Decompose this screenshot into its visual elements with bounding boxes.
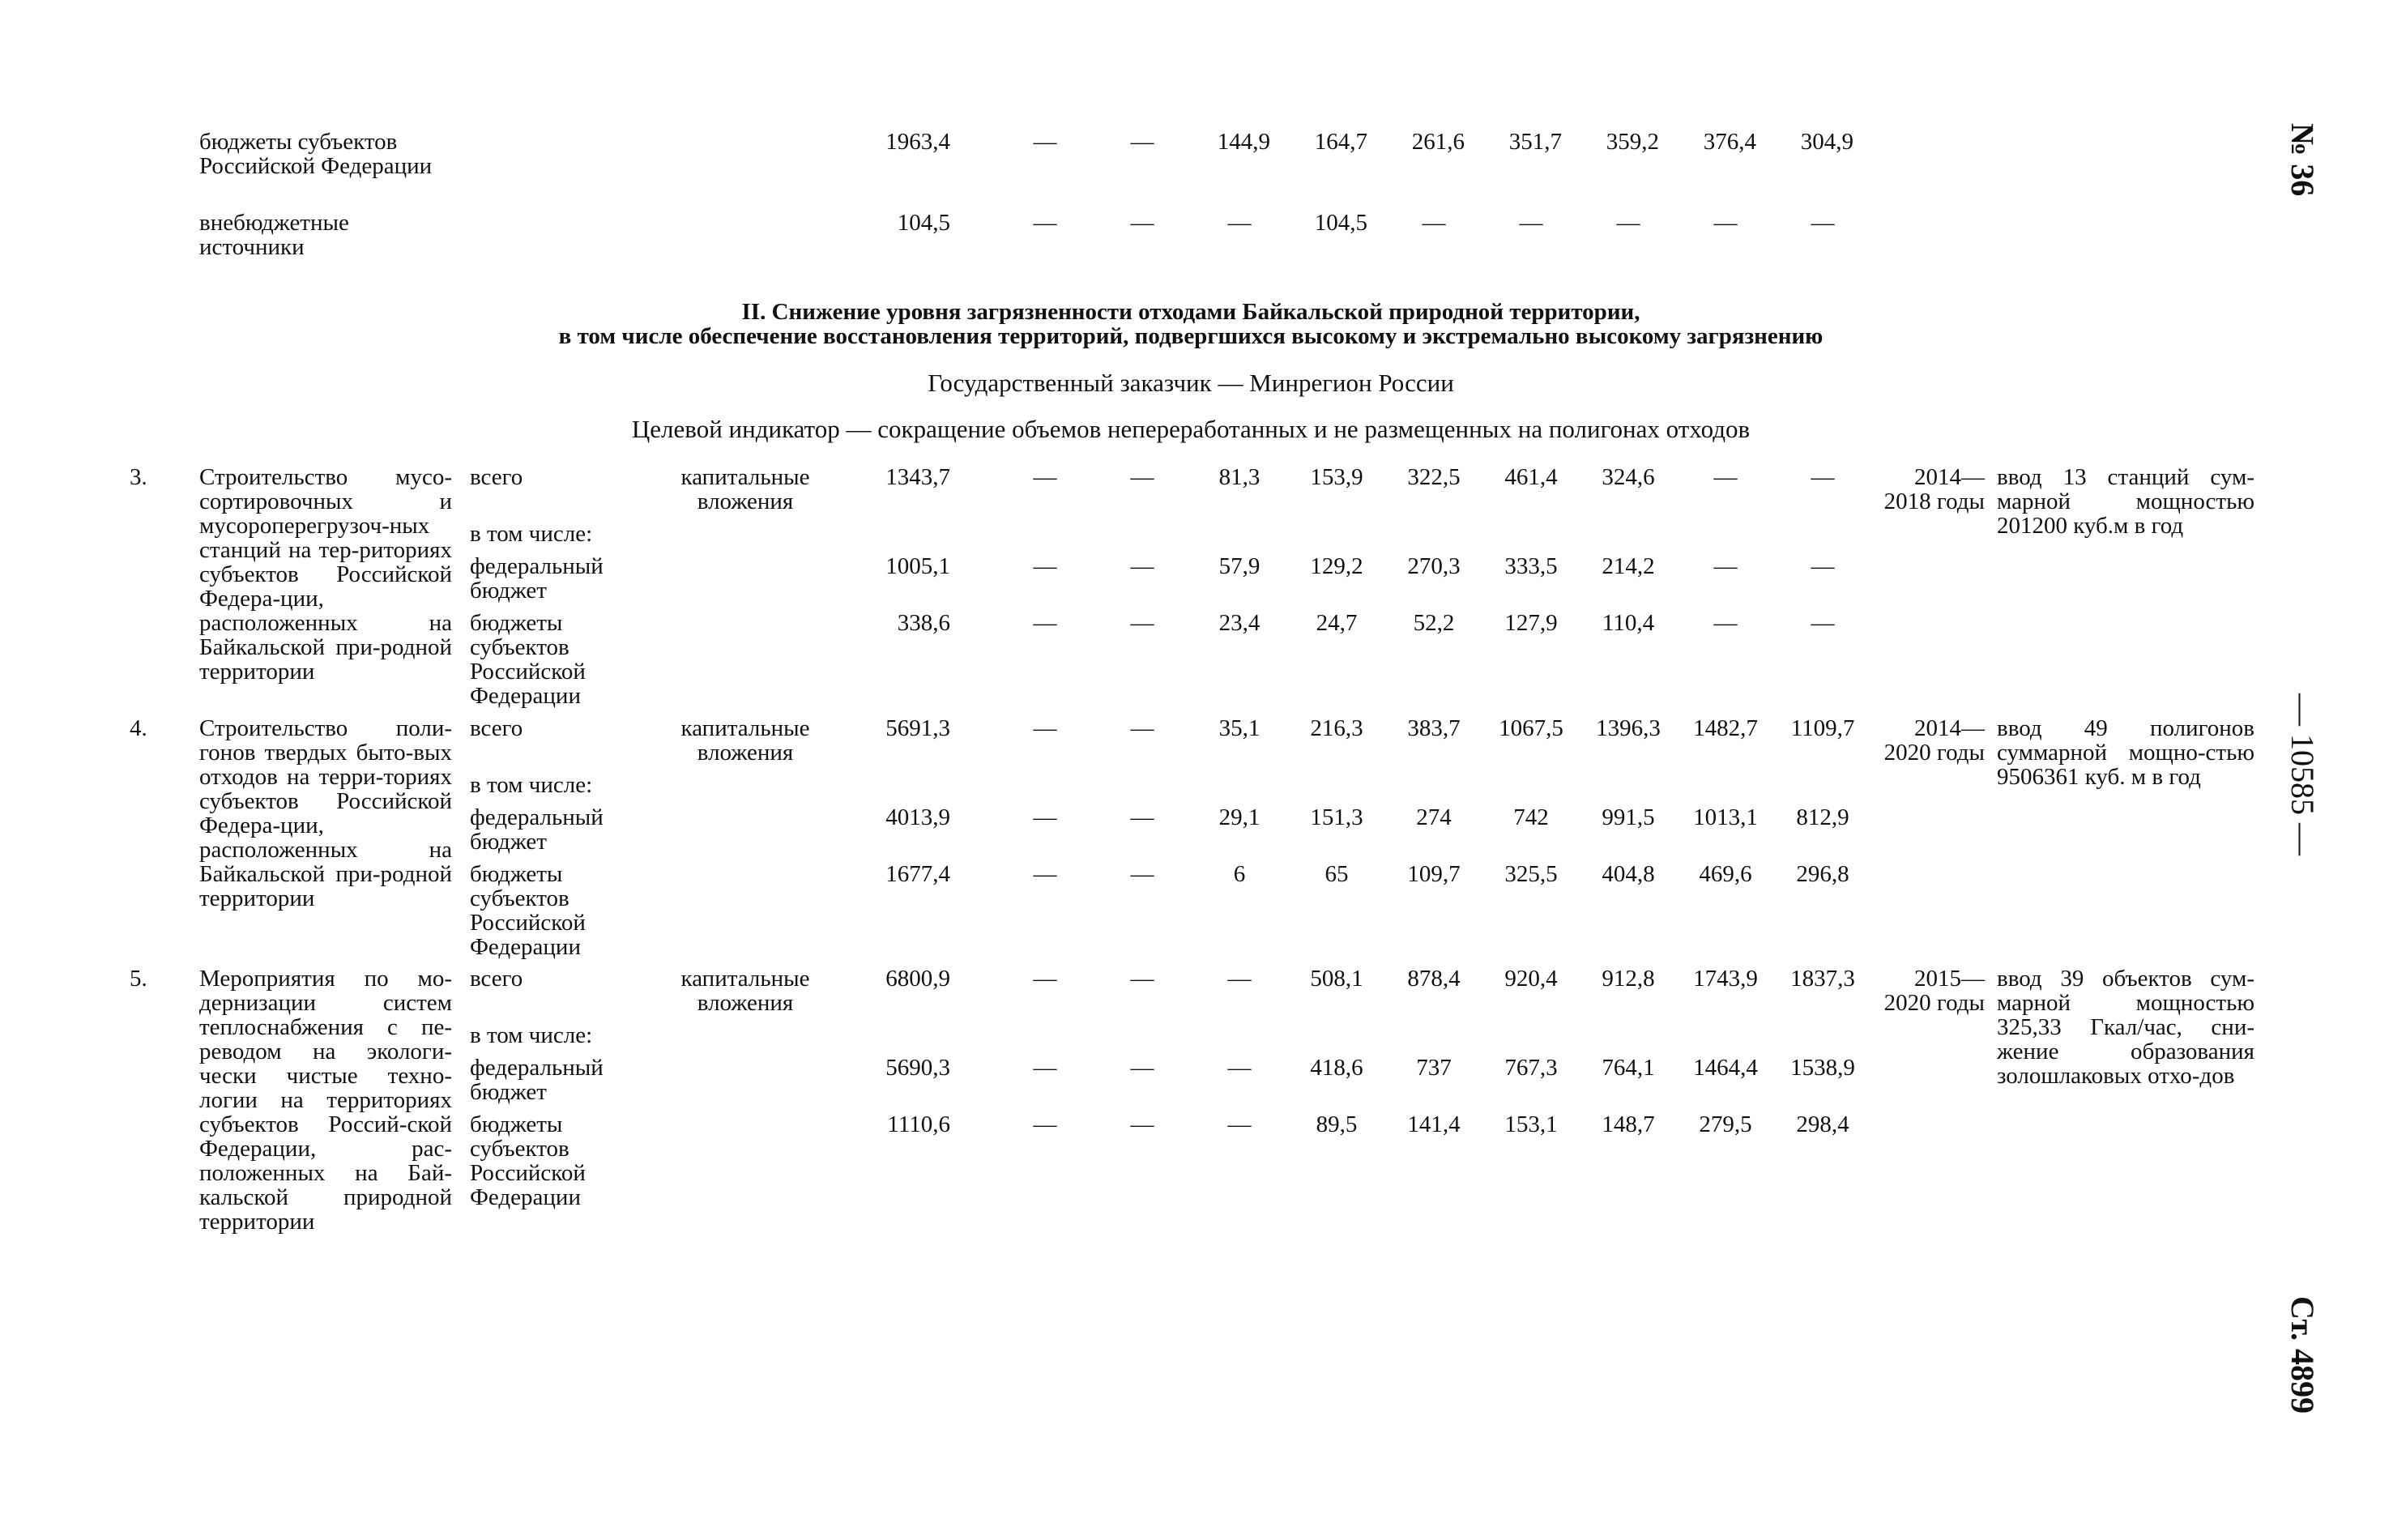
value-2015: 153,1 bbox=[1504, 1111, 1558, 1137]
value-2016: 1396,3 bbox=[1596, 715, 1661, 741]
source-label: бюджеты субъектов Российской Федерации bbox=[470, 1111, 586, 1210]
value-2013: 89,5 bbox=[1316, 1111, 1358, 1137]
value-2010: — bbox=[1033, 715, 1057, 741]
value-2010: — bbox=[1033, 804, 1057, 830]
value-2010: — bbox=[1033, 1055, 1057, 1081]
value-2017: 469,6 bbox=[1699, 861, 1752, 887]
value-2016: — bbox=[1616, 210, 1640, 236]
value-total: 1677,4 bbox=[885, 861, 950, 887]
value-2010: — bbox=[1033, 966, 1057, 992]
value-2012: 57,9 bbox=[1218, 553, 1260, 579]
value-2012: 6 bbox=[1233, 861, 1246, 887]
value-total: 338,6 bbox=[897, 610, 950, 636]
value-2010: — bbox=[1033, 464, 1057, 490]
value-2017: — bbox=[1713, 210, 1738, 236]
value-2012: 23,4 bbox=[1218, 610, 1260, 636]
state-customer: Государственный заказчик — Минрегион России bbox=[928, 369, 1454, 397]
value-2011: — bbox=[1130, 464, 1154, 490]
value-total: 1110,6 bbox=[887, 1111, 950, 1137]
value-2013: 24,7 bbox=[1316, 610, 1358, 636]
value-2013: 418,6 bbox=[1310, 1055, 1363, 1081]
source-label: внебюджетные источники bbox=[199, 210, 349, 260]
value-2011: — bbox=[1130, 1111, 1154, 1137]
value-2011: — bbox=[1130, 129, 1154, 155]
source-label: федеральный бюджет bbox=[470, 553, 604, 604]
item-name: Строительство поли-гонов твердых быто-вых отходов на терри-ториях субъектов Российской Федера-ции, расположенных на Байкальской при-родной территории bbox=[199, 715, 452, 911]
value-2011: — bbox=[1130, 804, 1154, 830]
value-2016: 764,1 bbox=[1602, 1055, 1655, 1081]
source-label: всего bbox=[470, 966, 523, 992]
expense-type: капитальные вложения bbox=[680, 715, 810, 766]
value-2013: 151,3 bbox=[1310, 804, 1363, 830]
value-2012: 29,1 bbox=[1218, 804, 1260, 830]
section-title bbox=[243, 300, 2139, 348]
value-2017: — bbox=[1713, 553, 1738, 579]
value-2011: — bbox=[1130, 861, 1154, 887]
value-2016: 991,5 bbox=[1602, 804, 1655, 830]
item-number: 3. bbox=[130, 464, 147, 490]
value-2015: — bbox=[1519, 210, 1543, 236]
value-2014: 109,7 bbox=[1407, 861, 1461, 887]
value-2011: — bbox=[1130, 553, 1154, 579]
implementation-period: 2014— 2018 годы bbox=[1883, 464, 1985, 514]
value-2010: — bbox=[1033, 553, 1057, 579]
value-2013: 129,2 bbox=[1310, 553, 1363, 579]
value-2016: 148,7 bbox=[1602, 1111, 1655, 1137]
value-2018: 812,9 bbox=[1796, 804, 1849, 830]
value-2010: — bbox=[1033, 610, 1057, 636]
value-2014: 141,4 bbox=[1407, 1111, 1461, 1137]
value-total: 1005,1 bbox=[885, 553, 950, 579]
item-number: 5. bbox=[130, 966, 147, 992]
value-2013: 65 bbox=[1324, 861, 1349, 887]
section-title-line1: II. Снижение уровня загрязненности отходами Байкальской природной территории, bbox=[741, 299, 1640, 325]
value-2011: — bbox=[1130, 210, 1154, 236]
value-2017: 1482,7 bbox=[1693, 715, 1758, 741]
including-label: в том числе: bbox=[470, 772, 593, 798]
source-label: всего bbox=[470, 464, 523, 490]
value-total: 5691,3 bbox=[885, 715, 950, 741]
value-2013: 508,1 bbox=[1310, 966, 1363, 992]
source-label: федеральный бюджет bbox=[470, 804, 604, 855]
expected-result: ввод 49 полигонов суммарной мощно-стью 9506361 куб. м в год bbox=[1997, 715, 2254, 790]
expense-type: капитальные вложения bbox=[680, 966, 810, 1016]
value-total: 1343,7 bbox=[885, 464, 950, 490]
value-2013: 153,9 bbox=[1310, 464, 1363, 490]
value-2011: — bbox=[1130, 715, 1154, 741]
including-label: в том числе: bbox=[470, 1022, 593, 1048]
value-2015: 333,5 bbox=[1504, 553, 1558, 579]
value-2013: 164,7 bbox=[1314, 129, 1367, 155]
value-total: 1963,4 bbox=[885, 129, 950, 155]
source-label: федеральный бюджет bbox=[470, 1055, 604, 1105]
source-label: бюджеты субъектов Российской Федерации bbox=[470, 610, 586, 709]
value-2018: 298,4 bbox=[1796, 1111, 1849, 1137]
value-2018: 1837,3 bbox=[1790, 966, 1855, 992]
value-2018: 1538,9 bbox=[1790, 1055, 1855, 1081]
expected-result: ввод 39 объектов сум-марной мощностью 325,33 Гкал/час, сни-жение образования золошлаковых отхо-дов bbox=[1997, 966, 2254, 1089]
value-2012: — bbox=[1227, 966, 1252, 992]
value-2016: 214,2 bbox=[1602, 553, 1655, 579]
value-2017: 1743,9 bbox=[1693, 966, 1758, 992]
value-2016: 110,4 bbox=[1602, 610, 1655, 636]
item-name: Строительство мусо-сортировочных и мусороперегрузоч-ных станций на тер-риториях субъектов Российской Федера-ции, расположенных на Байкальской при-родной территории bbox=[199, 464, 452, 685]
value-2015: 461,4 bbox=[1504, 464, 1558, 490]
value-2018: 296,8 bbox=[1796, 861, 1849, 887]
value-2014: 261,6 bbox=[1411, 129, 1465, 155]
target-indicator: Целевой индикатор — сокращение объемов непереработанных и не размещенных на полигонах отходов bbox=[631, 415, 1751, 443]
value-2012: — bbox=[1227, 1111, 1252, 1137]
value-2018: — bbox=[1811, 610, 1835, 636]
value-2018: — bbox=[1811, 210, 1835, 236]
value-2013: 216,3 bbox=[1310, 715, 1363, 741]
value-2014: 737 bbox=[1416, 1055, 1452, 1081]
value-2011: — bbox=[1130, 966, 1154, 992]
value-2012: — bbox=[1227, 1055, 1252, 1081]
value-2012: 35,1 bbox=[1218, 715, 1260, 741]
document-number: — 10585 — bbox=[2284, 693, 2321, 855]
value-total: 5690,3 bbox=[885, 1055, 950, 1081]
value-2015: 127,9 bbox=[1504, 610, 1558, 636]
page-number: Ст. 4899 bbox=[2284, 1296, 2321, 1414]
section-title-line2: в том числе обеспечение восстановления территорий, подвергшихся высокому и экстремально высокому загрязнению bbox=[558, 323, 1824, 349]
value-2017: — bbox=[1713, 464, 1738, 490]
source-label: бюджеты субъектов Российской Федерации bbox=[199, 129, 433, 179]
value-2014: 52,2 bbox=[1413, 610, 1455, 636]
value-2012: 81,3 bbox=[1218, 464, 1260, 490]
value-2015: 325,5 bbox=[1504, 861, 1558, 887]
value-2017: 1464,4 bbox=[1693, 1055, 1758, 1081]
value-2015: 767,3 bbox=[1504, 1055, 1558, 1081]
value-2018: — bbox=[1811, 553, 1835, 579]
value-2017: — bbox=[1713, 610, 1738, 636]
value-2015: 351,7 bbox=[1508, 129, 1562, 155]
implementation-period: 2015— 2020 годы bbox=[1883, 966, 1985, 1016]
value-total: 104,5 bbox=[897, 210, 950, 236]
value-total: 6800,9 bbox=[885, 966, 950, 992]
value-2017: 376,4 bbox=[1703, 129, 1756, 155]
value-2016: 324,6 bbox=[1602, 464, 1655, 490]
value-2015: 920,4 bbox=[1504, 966, 1558, 992]
value-2015: 742 bbox=[1513, 804, 1549, 830]
value-2014: 322,5 bbox=[1407, 464, 1461, 490]
value-total: 4013,9 bbox=[885, 804, 950, 830]
implementation-period: 2014— 2020 годы bbox=[1883, 715, 1985, 766]
item-number: 4. bbox=[130, 715, 147, 741]
value-2014: 878,4 bbox=[1407, 966, 1461, 992]
value-2014: 270,3 bbox=[1407, 553, 1461, 579]
including-label: в том числе: bbox=[470, 521, 593, 547]
source-label: всего bbox=[470, 715, 523, 741]
value-2015: 1067,5 bbox=[1499, 715, 1563, 741]
source-label: бюджеты субъектов Российской Федерации bbox=[470, 861, 586, 960]
value-2010: — bbox=[1033, 1111, 1057, 1137]
value-2014: 274 bbox=[1416, 804, 1452, 830]
value-2018: 1109,7 bbox=[1790, 715, 1855, 741]
value-2012: 144,9 bbox=[1217, 129, 1270, 155]
value-2017: 1013,1 bbox=[1693, 804, 1758, 830]
value-2014: — bbox=[1422, 210, 1446, 236]
value-2016: 359,2 bbox=[1606, 129, 1659, 155]
value-2011: — bbox=[1130, 1055, 1154, 1081]
value-2017: 279,5 bbox=[1699, 1111, 1752, 1137]
expected-result: ввод 13 станций сум-марной мощностью 201200 куб.м в год bbox=[1997, 464, 2254, 539]
value-2010: — bbox=[1033, 210, 1057, 236]
expense-type: капитальные вложения bbox=[680, 464, 810, 514]
item-name: Мероприятия по мо-дернизации систем теплоснабжения с пе-реводом на экологи-чески чистые техно-логии на территориях субъектов Россий-ской Федерации, рас-положенных на Бай-кальской природной территории bbox=[199, 966, 452, 1235]
value-2014: 383,7 bbox=[1407, 715, 1461, 741]
value-2018: — bbox=[1811, 464, 1835, 490]
value-2018: 304,9 bbox=[1800, 129, 1853, 155]
value-2016: 912,8 bbox=[1602, 966, 1655, 992]
value-2013: 104,5 bbox=[1314, 210, 1367, 236]
issue-number: № 36 bbox=[2284, 123, 2321, 197]
value-2011: — bbox=[1130, 610, 1154, 636]
value-2016: 404,8 bbox=[1602, 861, 1655, 887]
value-2012: — bbox=[1227, 210, 1252, 236]
value-2010: — bbox=[1033, 129, 1057, 155]
value-2010: — bbox=[1033, 861, 1057, 887]
